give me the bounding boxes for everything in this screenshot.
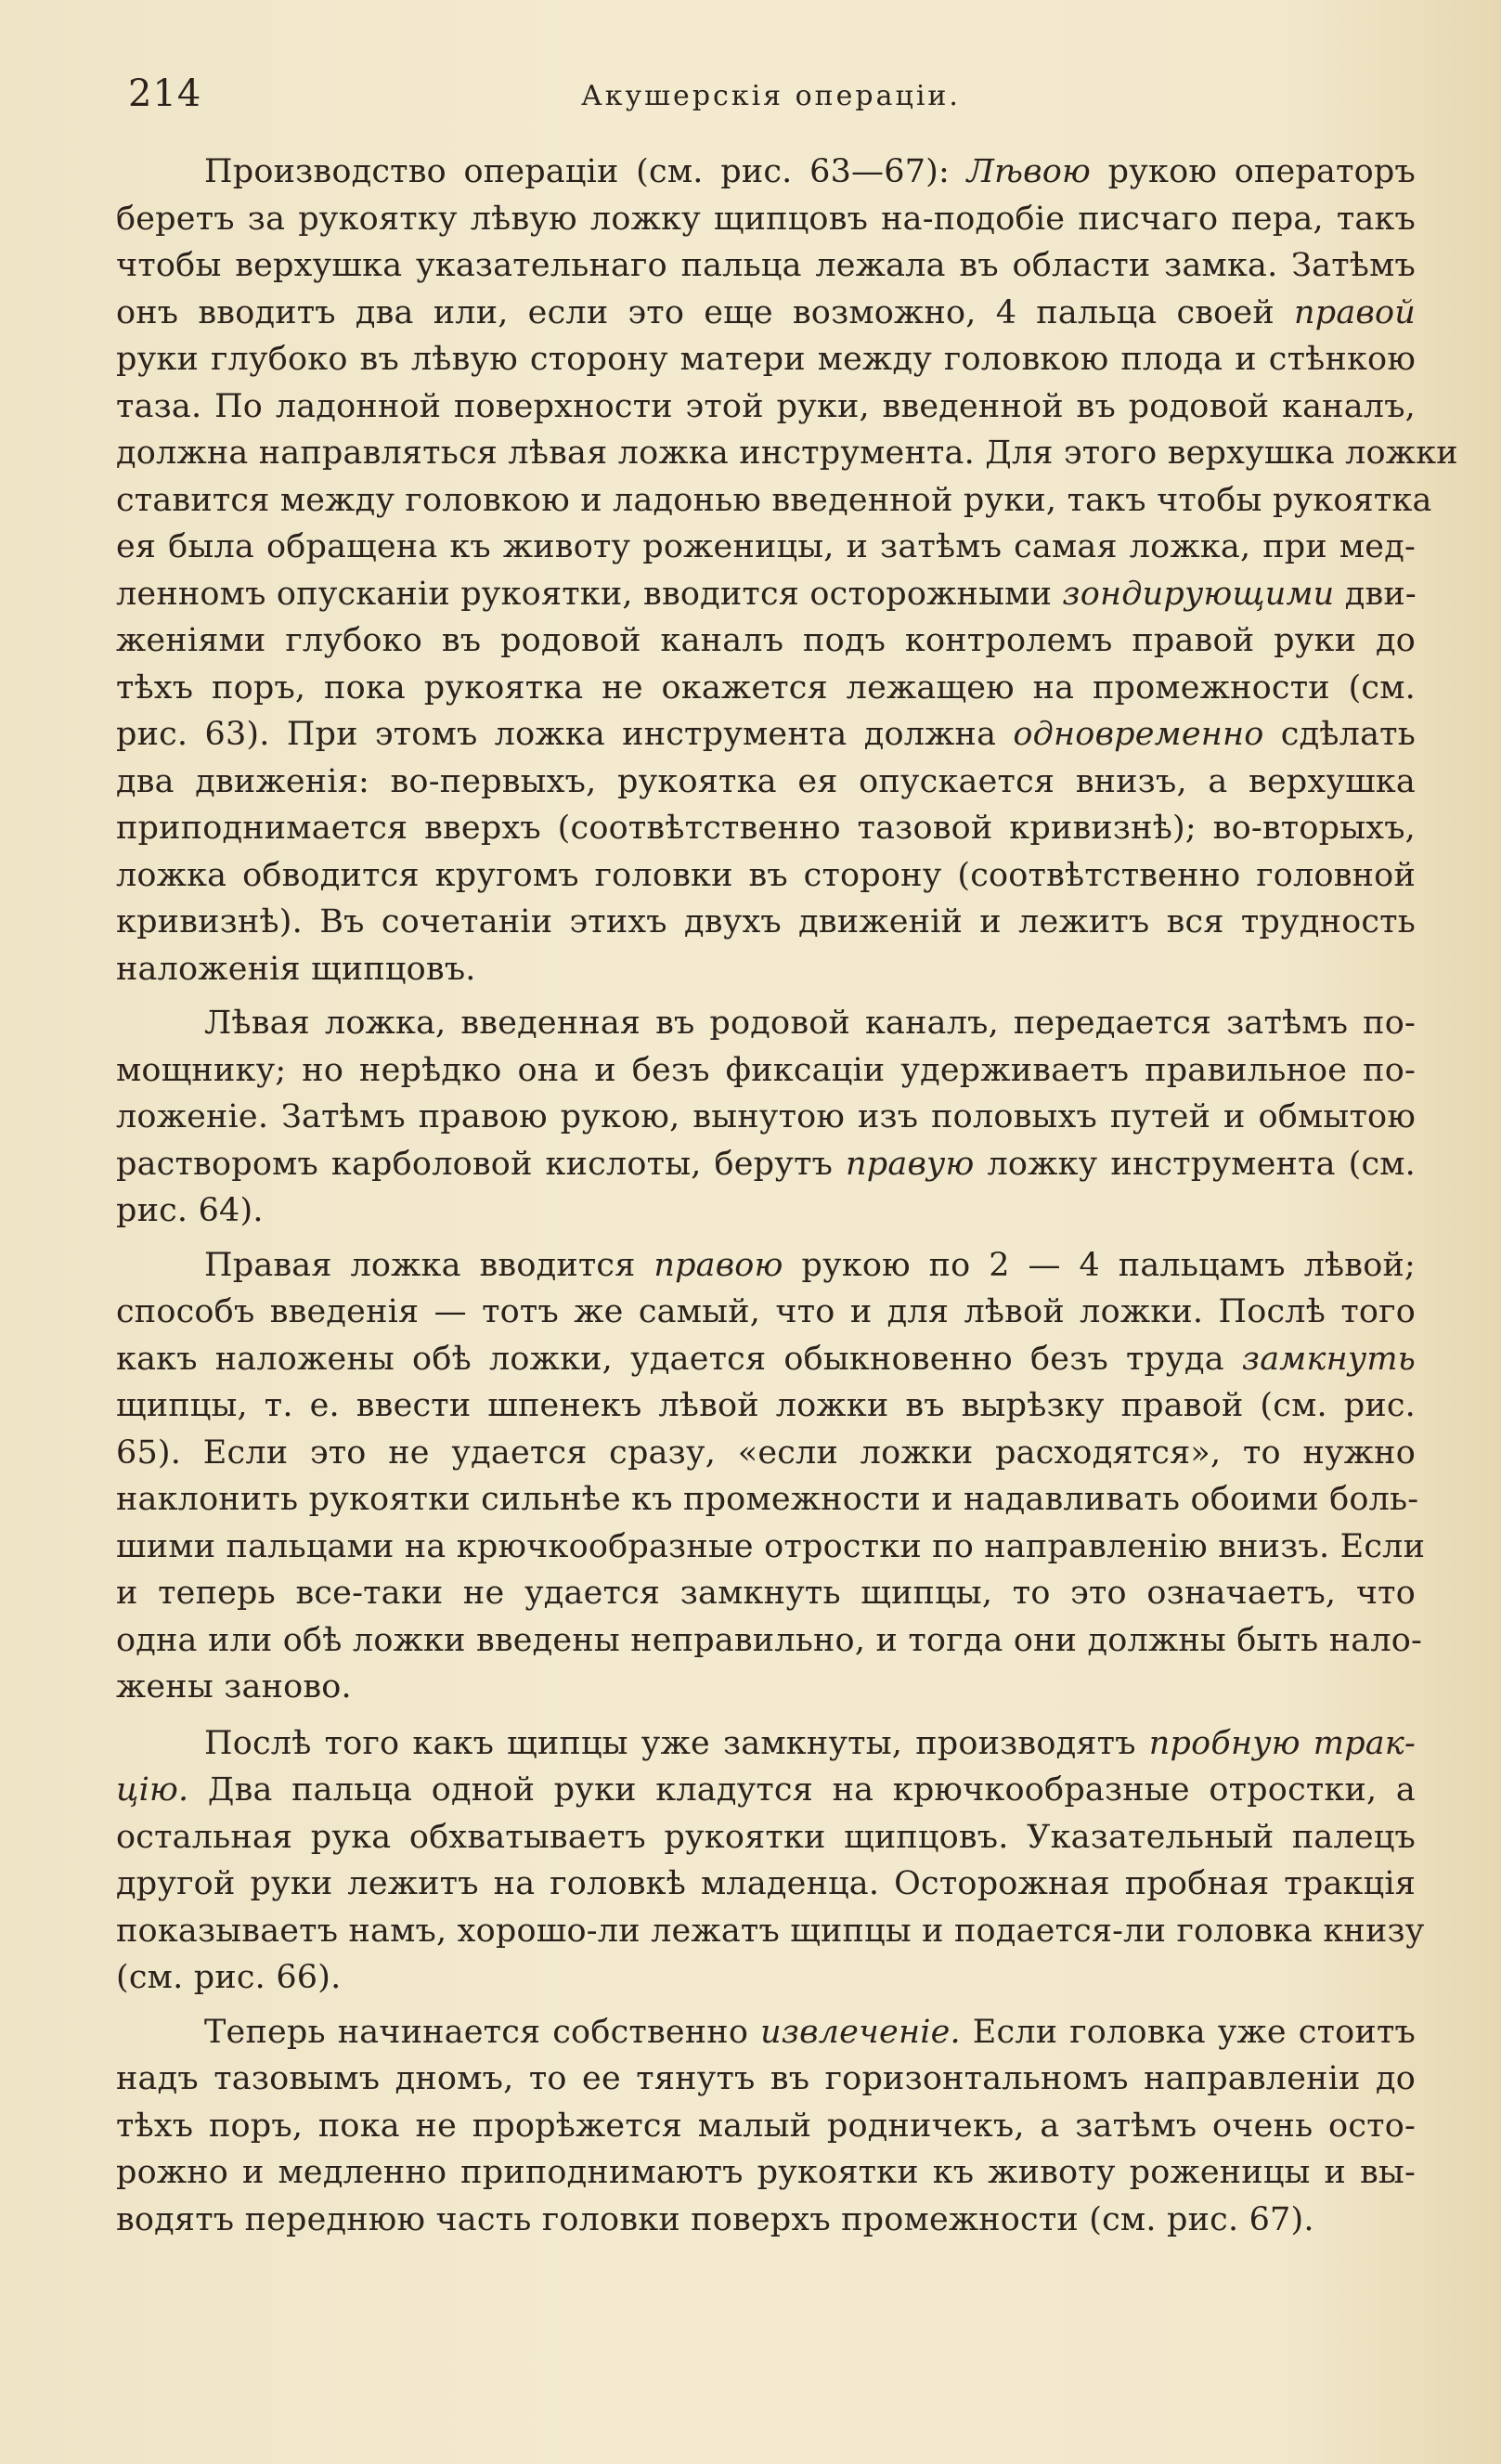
text-line [116, 1720, 1416, 1768]
italic-emphasis: цію. [116, 1771, 189, 1809]
paragraph [116, 1720, 1425, 2002]
text-run: ложеніе. Затѣмъ правою рукою, вынутою изъ половыхъ путей и обмытою [116, 1098, 1416, 1135]
italic-emphasis: извлеченіе. [760, 2013, 961, 2051]
text-run: способъ введенія — тотъ же самый, что и для лѣвой ложки. Послѣ того [116, 1293, 1416, 1330]
italic-emphasis: правую [846, 1145, 975, 1183]
text-run: Теперь начинается собственно [204, 2013, 761, 2051]
text-line [116, 2009, 1416, 2056]
text-line [116, 1047, 1416, 1095]
text-run: рукою по 2 — 4 пальцамъ лѣвой; [783, 1246, 1417, 1284]
page-header [128, 72, 1414, 128]
text-run: и теперь все-таки не удается замкнуть щипцы, то это означаетъ, что [116, 1575, 1416, 1612]
text-line [116, 1242, 1416, 1290]
text-line [116, 1954, 1416, 2002]
text-run: мощнику; но нерѣдко она и безъ фиксаціи удерживаетъ правильное по- [116, 1051, 1416, 1089]
text-line [116, 617, 1416, 665]
text-line [116, 524, 1416, 571]
text-run: кривизнѣ). Въ сочетаніи этихъ двухъ движеній и лежитъ вся трудность [116, 903, 1416, 940]
text-run: онъ вводитъ два или, если это еще возможно, 4 пальца своей [116, 293, 1294, 331]
text-line [116, 2055, 1416, 2103]
text-line [116, 196, 1416, 243]
text-run: два движенія: во-первыхъ, рукоятка ея опускается внизъ, а верхушка [116, 762, 1416, 800]
text-line [116, 430, 1458, 477]
text-line [116, 852, 1416, 900]
text-line [116, 759, 1416, 806]
text-line [116, 1289, 1416, 1336]
text-line [116, 1570, 1416, 1617]
italic-emphasis: зондирующими [1062, 575, 1335, 613]
text-line [116, 1861, 1416, 1908]
text-run: дви- [1334, 575, 1417, 613]
text-line [116, 149, 1416, 196]
text-run: рис. 63). При этомъ ложка инструмента должна [116, 716, 1014, 753]
text-run: Производство операціи (см. рис. 63—67): [204, 153, 967, 190]
text-run: ложку инструмента (см. [974, 1145, 1417, 1183]
text-run: чтобы верхушка указательнаго пальца лежала въ области замка. Затѣмъ [116, 247, 1416, 284]
text-run: шими пальцами на крючкообразные отростки по направленію внизъ. Если [116, 1527, 1426, 1565]
text-run: 65). Если это не удается сразу, «если ложки расходятся», то нужно [116, 1433, 1416, 1472]
text-run: другой руки лежитъ на головкѣ младенца. Осторожная пробная тракція [116, 1865, 1416, 1902]
italic-emphasis: правой [1294, 293, 1416, 331]
text-line [116, 336, 1416, 383]
text-line [116, 946, 1416, 993]
text-line [116, 665, 1416, 712]
running-head: Акушерскія операціи. [581, 80, 961, 112]
text-run: надъ тазовымъ дномъ, то ее тянутъ въ горизонтальномъ направленіи до [116, 2060, 1416, 2097]
paragraph [116, 1242, 1426, 1711]
text-run: беретъ за рукоятку лѣвую ложку щипцовъ на-подобіе писчаго пера, такъ [116, 200, 1416, 238]
text-run: женіями глубоко въ родовой каналъ подъ контролемъ правой руки до [116, 622, 1416, 659]
text-run: ложка обводится кругомъ головки въ сторону (соотвѣтственно головной [116, 856, 1416, 894]
text-line [116, 242, 1416, 290]
text-line [116, 1187, 1416, 1235]
text-run: какъ наложены обѣ ложки, удается обыкновенно безъ труда [116, 1340, 1242, 1378]
text-run: тѣхъ поръ, пока рукоятка не окажется лежащею на промежности (см. [116, 668, 1416, 707]
text-line [116, 2197, 1416, 2244]
paragraph [116, 2009, 1416, 2244]
text-line [116, 571, 1416, 618]
text-line [116, 711, 1416, 759]
text-run: показываетъ намъ, хорошо-ли лежатъ щипцы и подается-ли головка книзу [116, 1912, 1425, 1950]
text-run: рукою операторъ [1091, 153, 1416, 190]
text-line [116, 1336, 1416, 1383]
italic-emphasis: Лѣвою [966, 153, 1092, 190]
text-run: сдѣлать [1263, 716, 1416, 753]
text-line [116, 1094, 1416, 1141]
body-text [116, 149, 1458, 2243]
text-run: приподнимается вверхъ (соотвѣтственно тазовой кривизнѣ); во-вторыхъ, [116, 810, 1416, 847]
text-run: рожно и медленно приподнимаютъ рукоятки къ животу роженицы и вы- [116, 2154, 1416, 2191]
text-line [116, 1664, 1416, 1711]
text-line [116, 1908, 1425, 1955]
text-run: щипцы, т. е. ввести шпенекъ лѣвой ложки въ вырѣзку правой (см. рис. [116, 1387, 1416, 1424]
text-run: наклонить рукоятки сильнѣе къ промежности и надавливать обоими боль- [116, 1481, 1419, 1518]
text-run: Лѣвая ложка, введенная въ родовой каналъ, передается затѣмъ по- [204, 1005, 1416, 1042]
text-run: таза. По ладонной поверхности этой руки, введенной въ родовой каналъ, [116, 387, 1416, 425]
text-run: Если головка уже стоитъ [960, 2013, 1416, 2051]
text-line [116, 1524, 1426, 1571]
text-line [116, 1141, 1416, 1188]
text-line [116, 1814, 1416, 1861]
text-run: тѣхъ поръ, пока не прорѣжется малый родничекъ, а затѣмъ очень осто- [116, 2107, 1416, 2145]
text-line [116, 1767, 1416, 1814]
text-line [116, 805, 1416, 852]
text-run: Послѣ того какъ щипцы уже замкнуты, производятъ [204, 1724, 1149, 1762]
text-run: наложенія щипцовъ. [116, 950, 476, 988]
text-run: жены заново. [116, 1668, 352, 1705]
text-line [116, 1382, 1416, 1430]
text-run: одна или обѣ ложки введены неправильно, и тогда они должны быть нало- [116, 1621, 1423, 1659]
text-run: Правая ложка вводится [204, 1246, 654, 1284]
text-run: ея была обращена къ животу роженицы, и затѣмъ самая ложка, при мед- [116, 528, 1416, 565]
text-line [116, 2103, 1416, 2150]
text-run: руки глубоко въ лѣвую сторону матери между головкою плода и стѣнкою [116, 341, 1416, 378]
text-line [116, 2149, 1416, 2197]
text-line [116, 1430, 1416, 1477]
text-line [116, 899, 1416, 946]
text-run: водятъ переднюю часть головки поверхъ промежности (см. рис. 67). [116, 2200, 1314, 2238]
paragraph [116, 1000, 1416, 1235]
text-run: рис. 64). [116, 1192, 264, 1229]
text-run: остальная рука обхватываетъ рукоятки щипцовъ. Указательный палецъ [116, 1818, 1416, 1856]
text-line [116, 1476, 1419, 1524]
text-run: должна направляться лѣвая ложка инструмента. Для этого верхушка ложки [116, 434, 1458, 472]
text-line [116, 290, 1416, 337]
italic-emphasis: пробную трак- [1148, 1724, 1416, 1762]
text-run: ленномъ опусканіи рукоятки, вводится осторожными [116, 575, 1063, 613]
text-run: Два пальца одной руки кладутся на крючкообразные отростки, а [188, 1771, 1416, 1809]
italic-emphasis: правою [653, 1246, 783, 1284]
italic-emphasis: одновременно [1013, 716, 1264, 753]
page-number: 214 [128, 72, 202, 115]
text-run: растворомъ карболовой кислоты, берутъ [116, 1145, 847, 1183]
italic-emphasis: замкнуть [1241, 1340, 1416, 1378]
text-line [116, 1000, 1416, 1047]
text-line [116, 383, 1416, 431]
paragraph [116, 149, 1458, 992]
text-run: ставится между головкою и ладонью введенной руки, такъ чтобы рукоятка [116, 481, 1432, 519]
text-line [116, 1617, 1423, 1665]
text-line [116, 477, 1432, 525]
text-run: (см. рис. 66). [116, 1959, 342, 1996]
